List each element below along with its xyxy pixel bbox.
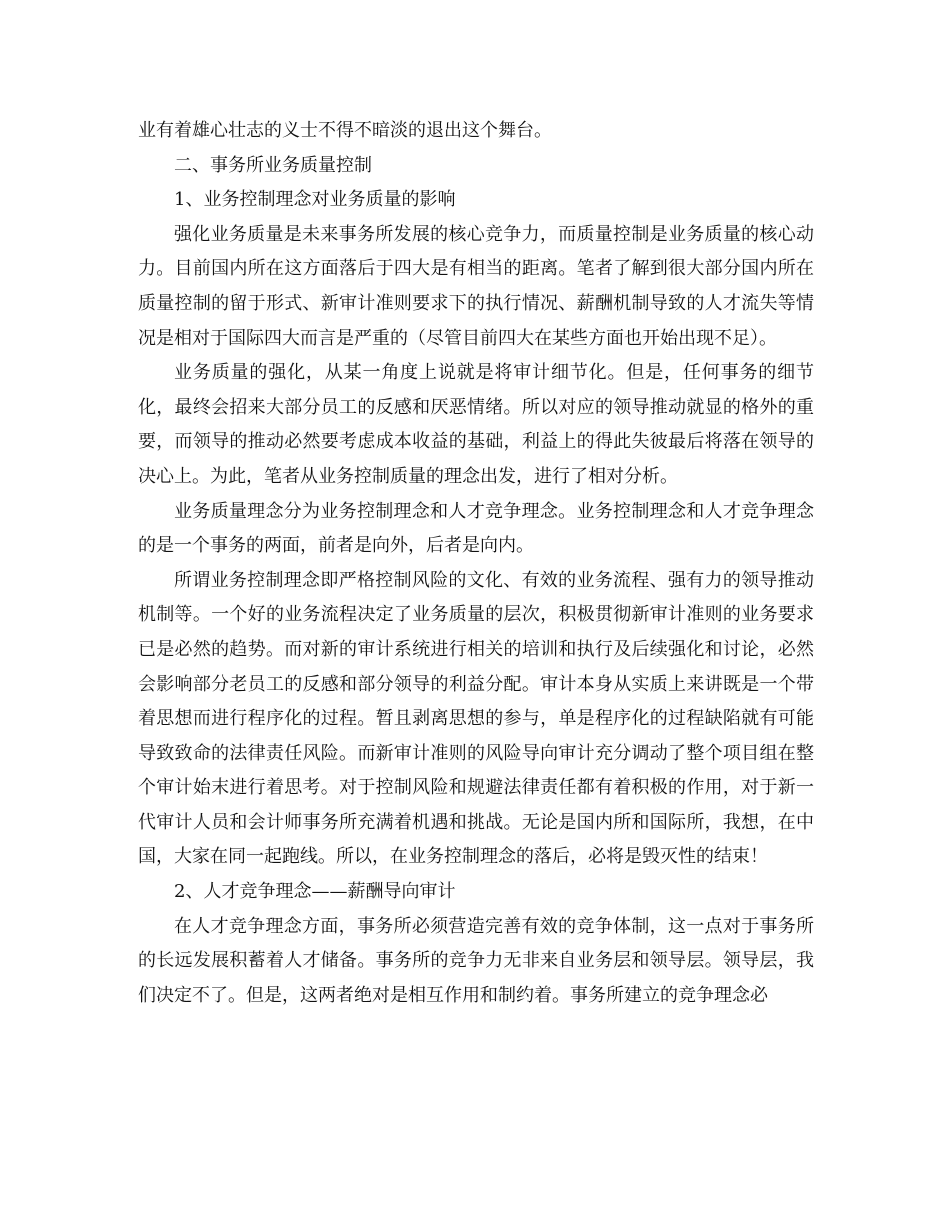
paragraph-core-competitiveness: 强化业务质量是未来事务所发展的核心竞争力，而质量控制是业务质量的核心动力。目前国内所在这方面落后于四大是有相当的距离。笔者了解到很大部分国内所在质量控制的留于形式、新审计准则要求下的执行情况、薪酬机制导致的人才流失等情况是相对于国际四大而言是严重的（尽管目前四大在某些方面也开始出现不足）。 <box>138 223 814 349</box>
document-body <box>138 114 814 1013</box>
section-heading-quality-control: 二、事务所业务质量控制 <box>174 154 372 176</box>
paragraph-control-concept-definition: 所谓业务控制理念即严格控制风险的文化、有效的业务流程、强有力的领导推动机制等。一个好的业务流程决定了业务质量的层次，积极贯彻新审计准则的业务要求已是必然的趋势。而对新的审计系统进行相关的培训和执行及后续强化和讨论，必然会影响部分老员工的反感和部分领导的利益分配。审计本身从实质上来讲既是一个带着思想而进行程序化的过程。暂且剥离思想的参与，单是程序化的过程缺陷就有可能导致致命的法律责任风险。而新审计准则的风险导向审计充分调动了整个项目组在整个审计始末进行着思考。对于控制风险和规避法律责任都有着积极的作用，对于新一代审计人员和会计师事务所充满着机遇和挑战。无论是国内所和国际所，我想，在中国，大家在同一起跑线。所以，在业务控制理念的落后，必将是毁灭性的结束！ <box>138 569 814 868</box>
subsection-heading-talent-competition: 2、人才竞争理念——薪酬导向审计 <box>174 881 456 903</box>
paragraph-talent-competition: 在人才竞争理念方面，事务所必须营造完善有效的竞争体制，这一点对于事务所的长远发展积蓄着人才储备。事务所的竞争力无非来自业务层和领导层。领导层，我们决定不了。但是，这两者绝对是相互作用和制约着。事务所建立的竞争理念必 <box>138 915 814 1006</box>
paragraph-detail-audit: 业务质量的强化，从某一角度上说就是将审计细节化。但是，任何事务的细节化，最终会招来大部分员工的反感和厌恶情绪。所以对应的领导推动就显的格外的重要，而领导的推动必然要考虑成本收益的基础，利益上的得此失彼最后将落在领导的决心上。为此，笔者从业务控制质量的理念出发，进行了相对分析。 <box>138 362 814 487</box>
paragraph-quality-concepts: 业务质量理念分为业务控制理念和人才竞争理念。业务控制理念和人才竞争理念的是一个事务的两面，前者是向外，后者是向内。 <box>138 500 814 557</box>
subsection-heading-control-concept: 1、业务控制理念对业务质量的影响 <box>174 189 456 211</box>
paragraph-continuation: 业有着雄心壮志的义士不得不暗淡的退出这个舞台。 <box>138 120 552 141</box>
